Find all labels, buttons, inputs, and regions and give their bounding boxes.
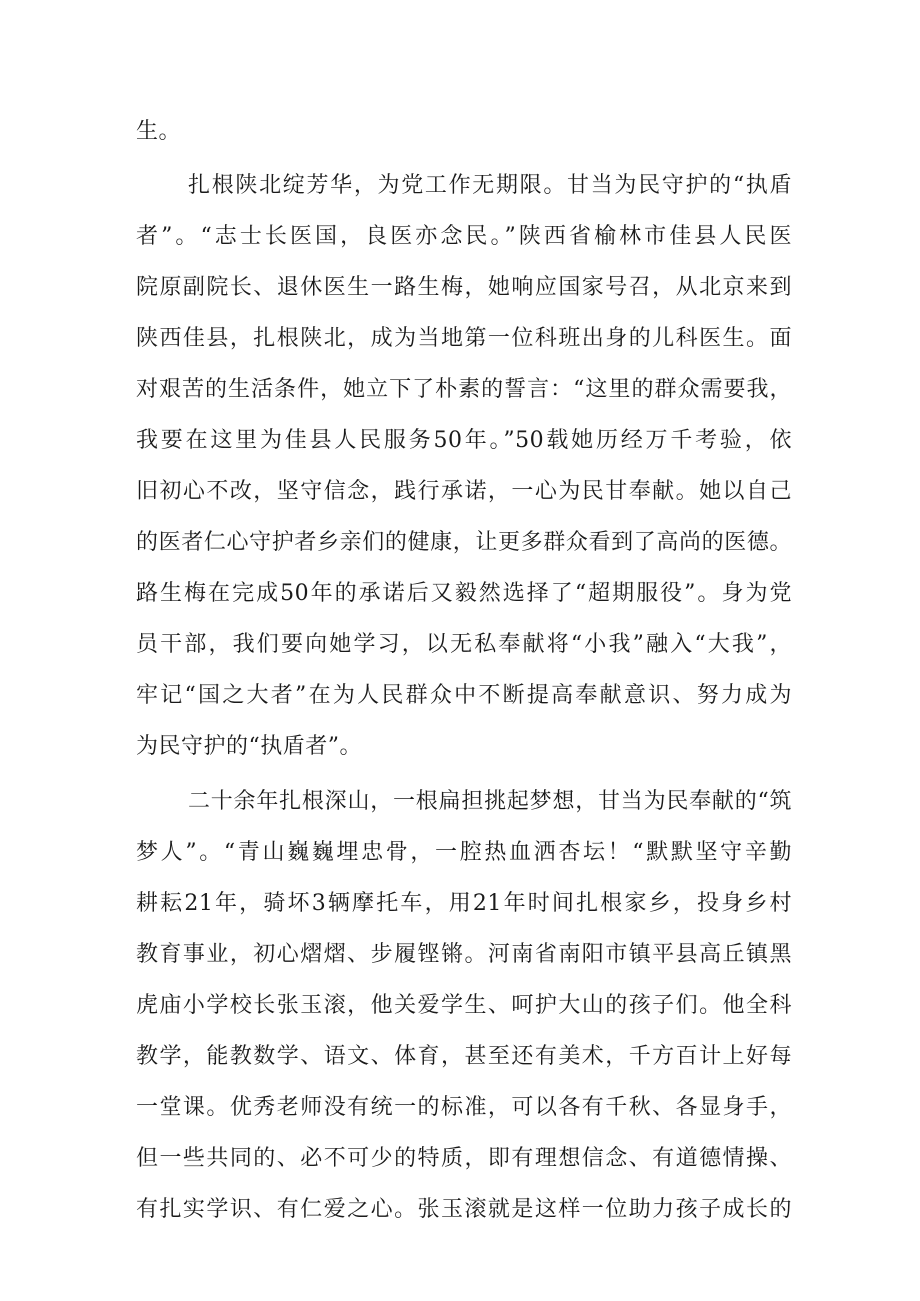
paragraph-1-line-10: 牢记“国之大者”在为人民群众中不断提高奉献意识、努力成为: [136, 683, 792, 708]
paragraph-1-line-0: 扎根陕北绽芳华，为党工作无期限。甘当为民守护的“执盾: [188, 173, 792, 198]
paragraph-0-line-0: 生。: [136, 119, 182, 144]
paragraph-2-line-5: 教学，能教数学、语文、体育，甚至还有美术，千方百计上好每: [136, 1044, 792, 1069]
paragraph-1-line-3: 陕西佳县，扎根陕北，成为当地第一位科班出身的儿科医生。面: [136, 326, 792, 351]
paragraph-1-line-8: 路生梅在完成50年的承诺后又毅然选择了“超期服役”。身为党: [136, 581, 792, 606]
paragraph-2-line-3: 教育事业，初心熠熠、步履铿锵。河南省南阳市镇平县高丘镇黑: [136, 942, 792, 967]
paragraph-1-line-4: 对艰苦的生活条件，她立下了朴素的誓言：“这里的群众需要我，: [136, 377, 792, 402]
paragraph-1-line-5: 我要在这里为佳县人民服务50年。”50载她历经万千考验，依: [136, 428, 792, 453]
paragraph-2-line-0: 二十余年扎根深山，一根扁担挑起梦想，甘当为民奉献的“筑: [188, 789, 792, 814]
paragraph-1-line-9: 员干部，我们要向她学习，以无私奉献将“小我”融入“大我”，: [136, 632, 792, 657]
paragraph-1-line-2: 院原副院长、退休医生一路生梅，她响应国家号召，从北京来到: [136, 275, 792, 300]
paragraph-2-line-8: 有扎实学识、有仁爱之心。张玉滚就是这样一位助力孩子成长的: [136, 1197, 792, 1222]
paragraph-1-line-11: 为民守护的“执盾者”。: [136, 734, 362, 759]
paragraph-1-line-7: 的医者仁心守护者乡亲们的健康，让更多群众看到了高尚的医德。: [136, 530, 792, 555]
paragraph-1-line-1: 者”。“志士长医国，良医亦念民。”陕西省榆林市佳县人民医: [136, 224, 792, 249]
paragraph-2-line-6: 一堂课。优秀老师没有统一的标准，可以各有千秋、各显身手，: [136, 1095, 792, 1120]
paragraph-2-line-1: 梦人”。“青山巍巍埋忠骨，一腔热血洒杏坛！“默默坚守辛勤: [136, 840, 792, 865]
paragraph-2-line-7: 但一些共同的、必不可少的特质，即有理想信念、有道德情操、: [136, 1146, 792, 1171]
paragraph-2-line-4: 虎庙小学校长张玉滚，他关爱学生、呵护大山的孩子们。他全科: [136, 993, 792, 1018]
paragraph-2-line-2: 耕耘21年，骑坏3辆摩托车，用21年时间扎根家乡，投身乡村: [136, 891, 792, 916]
paragraph-1-line-6: 旧初心不改，坚守信念，践行承诺，一心为民甘奉献。她以自己: [136, 479, 792, 504]
